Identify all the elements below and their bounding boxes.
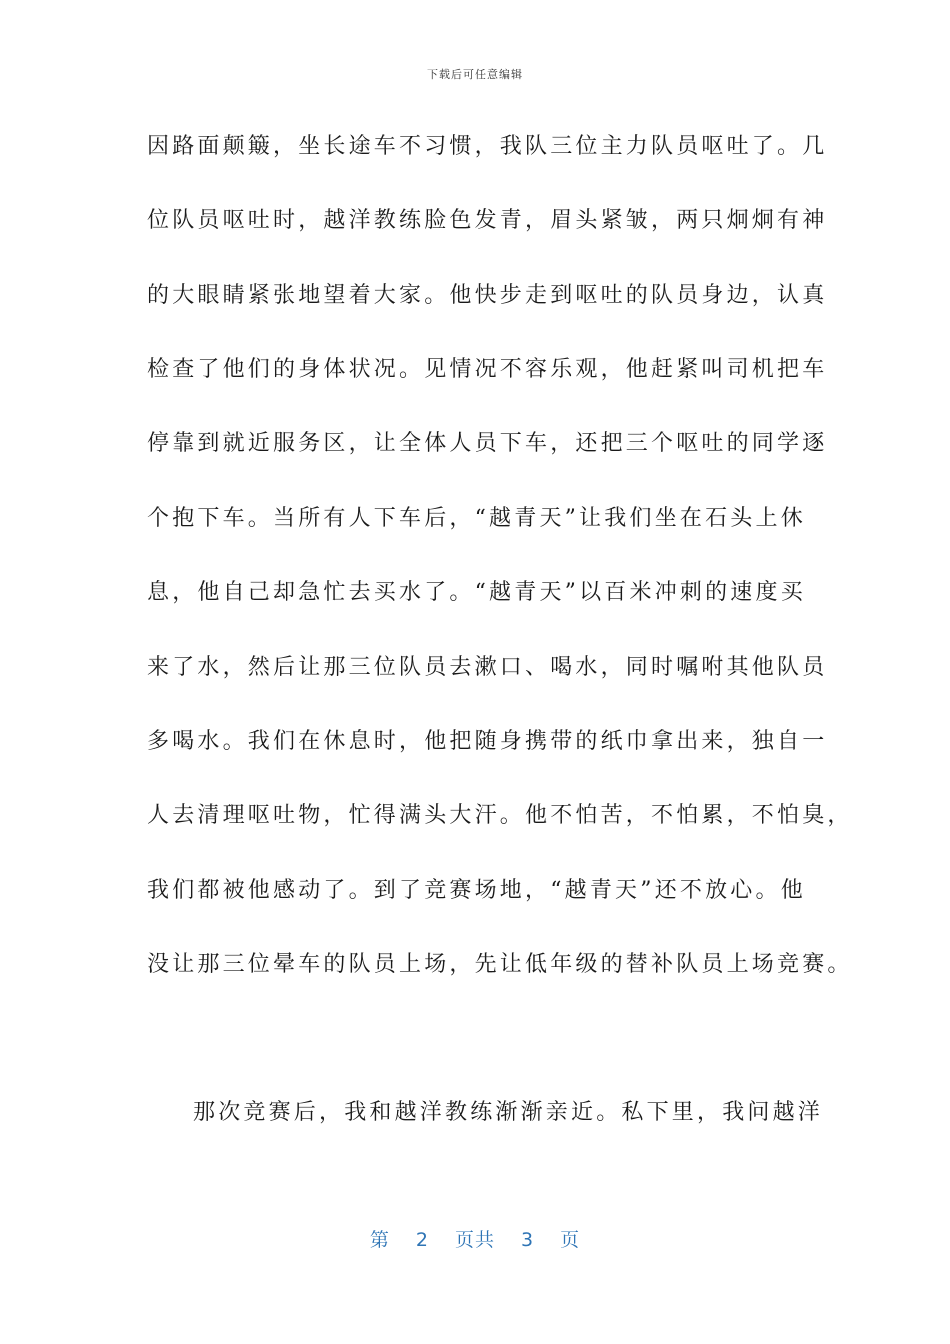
paragraph-line: 检查了他们的身体状况。见情况不容乐观，他赶紧叫司机把车: [147, 357, 828, 382]
paragraph-line: 个抱下车。当所有人下车后，“越青天”让我们坐在石头上休: [147, 506, 806, 531]
footer-suffix: 页: [560, 1229, 581, 1251]
footer-prefix: 第: [369, 1229, 390, 1251]
paragraph-line-indented: 那次竞赛后，我和越洋教练渐渐亲近。私下里，我问越洋: [193, 1100, 824, 1125]
paragraph-line: 我们都被他感动了。到了竞赛场地，“越青天”还不放心。他: [147, 878, 806, 903]
page-header-note: 下载后可任意编辑: [427, 68, 523, 81]
total-page-count: 3: [521, 1229, 535, 1251]
paragraph-line: 没让那三位晕车的队员上场，先让低年级的替补队员上场竞赛。: [147, 952, 853, 977]
paragraph-line: 息，他自己却急忙去买水了。“越青天”以百米冲刺的速度买: [147, 580, 806, 605]
paragraph-line: 停靠到就近服务区，让全体人员下车，还把三个呕吐的同学逐: [147, 431, 828, 456]
paragraph-line: 多喝水。我们在休息时，他把随身携带的纸巾拿出来，独自一: [147, 729, 828, 754]
footer-middle: 页共: [454, 1229, 495, 1251]
paragraph-line: 来了水，然后让那三位队员去漱口、喝水，同时嘱咐其他队员: [147, 655, 828, 680]
paragraph-line: 位队员呕吐时，越洋教练脸色发青，眉头紧皱，两只炯炯有神: [147, 208, 828, 233]
paragraph-line: 因路面颠簸，坐长途车不习惯，我队三位主力队员呕吐了。几: [147, 134, 828, 159]
current-page-number: 2: [415, 1229, 429, 1251]
paragraph-line: 人去清理呕吐物，忙得满头大汗。他不怕苦，不怕累，不怕臭，: [147, 803, 853, 828]
page-footer: [0, 1225, 950, 1252]
paragraph-line: 的大眼睛紧张地望着大家。他快步走到呕吐的队员身边，认真: [147, 283, 828, 308]
